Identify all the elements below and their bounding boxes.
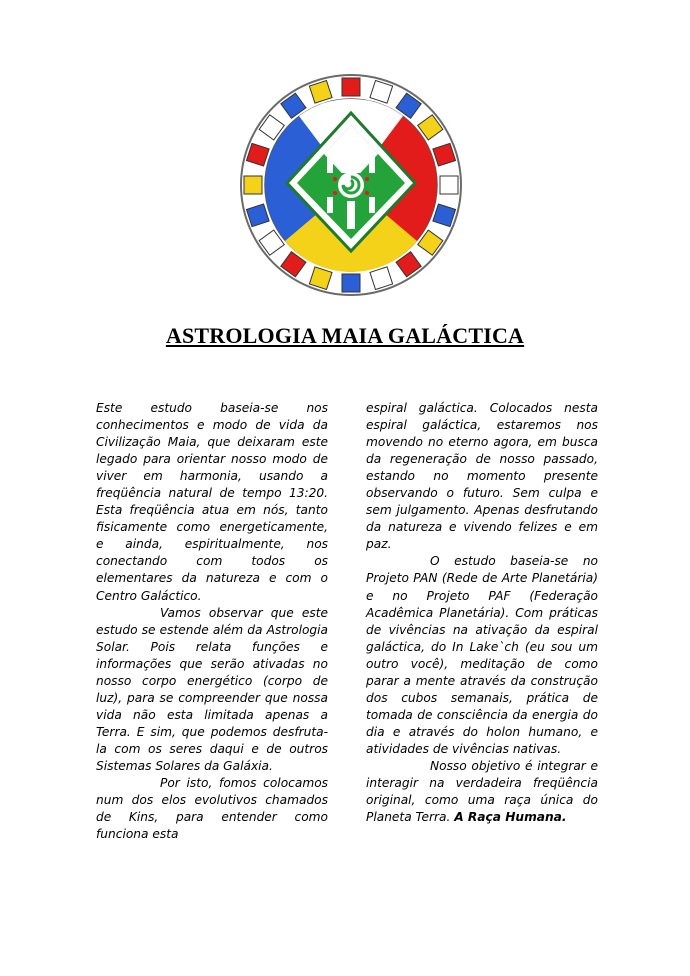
- mayan-galactic-wheel-logo: [239, 73, 463, 297]
- galactic-wheel-icon: [239, 73, 463, 297]
- paragraph: espiral galáctica. Colocados nesta espiral galáctica, estaremos nos movendo no eterno agora, em busca da regeneração de nosso passado, estando no momento presente observando o futuro. Sem culpa e sem julgamento. Apenas desfrutando da natureza e vivendo felizes e em paz.: [366, 401, 598, 552]
- paragraph: O estudo baseia-se no Projeto PAN (Rede de Arte Planetária) e no Projeto PAF (Federação Acadêmica Planetária). Com práticas de vivências na ativação da espiral galáctica, do In Lake`ch (eu sou um outro você), meditação de como parar a mente através da construção dos cubos semanais, prática de tomada de consciência da energia do dia e através do holon humano, e atividades de vivências nativas.: [366, 554, 598, 756]
- paragraph: Vamos observar que este estudo se estende além da Astrologia Solar. Pois relata funções e informações que serão ativadas no nosso corpo energético (corpo de luz), para se compreender que nossa vida não esta limitada apenas a Terra. E sim, que podemos desfruta-la com os seres daqui e de outros Sistemas Solares da Galáxia.: [96, 605, 328, 773]
- paragraph: [366, 758, 598, 826]
- glyph-tile: [244, 176, 262, 194]
- page-title: ASTROLOGIA MAIA GALÁCTICA: [165, 323, 525, 348]
- paragraph-text: Nosso objetivo é integrar e interagir na verdadeira freqüência original, como uma raça única do Planeta Terra.: [366, 758, 598, 825]
- glyph-tile: [440, 176, 458, 194]
- glyph-tile: [342, 274, 360, 292]
- closing-bold-text: A Raça Humana.: [454, 810, 567, 825]
- glyph-tile: [342, 78, 360, 96]
- paragraph: Este estudo baseia-se nos conhecimentos e modo de vida da Civilização Maia, que deixaram este legado para orientar nosso modo de viver em harmonia, usando a freqüência natural de tempo 13:20. Esta freqüência atua em nós, tanto fisicamente como energeticamente, e ainda, espiritualmente, nos conectando com todos os elementares da natureza e com o Centro Galáctico.: [96, 401, 328, 603]
- right-column: [366, 400, 598, 826]
- paragraph: Por isto, fomos colocamos num dos elos evolutivos chamados de Kins, para entender como funciona esta: [96, 776, 328, 842]
- left-column: [96, 400, 328, 843]
